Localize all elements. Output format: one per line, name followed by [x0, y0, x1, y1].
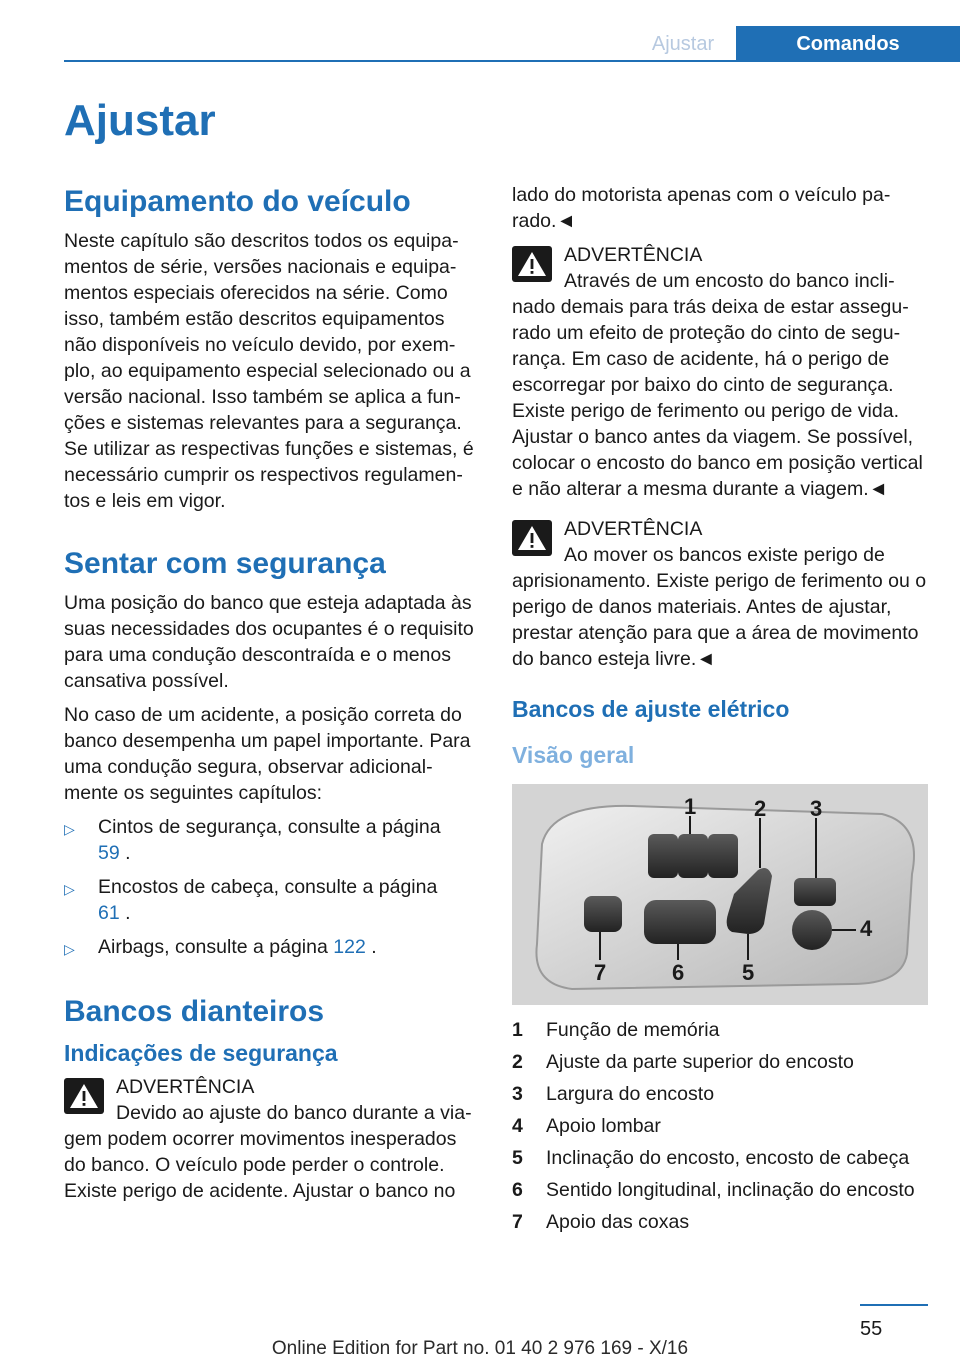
header-tab-section[interactable]: Ajustar [651, 33, 715, 55]
section-title-equipamento: Equipamento do veículo [64, 185, 411, 218]
warning-title: ADVERTÊNCIA [564, 244, 703, 266]
figure-label-4: 4 [860, 916, 873, 941]
triangle-bullet-icon: ▷ [64, 821, 75, 837]
triangle-bullet-icon: ▷ [64, 881, 75, 897]
list-item: ▷ Encostos de cabeça, consulte a página 61 . [64, 876, 438, 924]
subsection-title-indicacoes: Indicações de segurança [64, 1040, 338, 1066]
warning-icon [64, 1078, 104, 1114]
legend-item: 1 Função de memória [512, 1019, 720, 1041]
paragraph-sentar-2: No caso de um acidente, a posição correta do banco desempenha um papel importante. Para uma condução segura, observar adicionalmente os seguintes capítulos: [64, 704, 471, 804]
figure-label-7: 7 [594, 960, 607, 985]
warning-block [64, 1074, 480, 1204]
paragraph-continuation: lado do motorista apenas com o veículo parado.◄ [512, 184, 891, 232]
section-title-bancos: Bancos dianteiros [64, 995, 325, 1028]
figure-label-2: 2 [754, 796, 767, 821]
page-link[interactable]: 61 [98, 902, 120, 924]
warning-icon [512, 520, 552, 556]
figure-label-6: 6 [672, 960, 685, 985]
seat-controls-figure [512, 784, 928, 1005]
warning-block [512, 242, 928, 502]
warning-title: ADVERTÊNCIA [116, 1076, 255, 1098]
page-link[interactable]: 59 [98, 842, 120, 864]
triangle-bullet-icon: ▷ [64, 941, 75, 957]
warning-text: Através de um encosto do banco inclinado demais para trás deixa de estar assegurado um efeito de proteção do cinto de segurança. Em caso de acidente, há o perigo de escorregar por baixo do cinto de segurança. Existe perigo de ferimento ou perigo de vida. Ajustar o banco antes da viagem. Se possível, colocar o encosto do banco em posição vertical e não alterar a mesma durante a viagem.◄ [512, 270, 923, 500]
seat-controls-illustration [512, 784, 928, 1005]
legend-item: 7 Apoio das coxas [512, 1211, 690, 1233]
warning-title: ADVERTÊNCIA [564, 518, 703, 540]
page-title: Ajustar [64, 96, 216, 145]
section-title-sentar: Sentar com segurança [64, 547, 386, 580]
figure-label-3: 3 [810, 796, 823, 821]
warning-block [512, 516, 928, 672]
right-column [512, 182, 928, 1241]
figure-label-5: 5 [742, 960, 755, 985]
warning-text: Devido ao ajuste do banco durante a viagem podem ocorrer movimentos inesperados do banco. O veículo pode perder o controle. Existe perigo de acidente. Ajustar o banco no [64, 1102, 472, 1202]
footer-rule [860, 1304, 928, 1306]
page-link[interactable]: 122 [333, 936, 366, 958]
footer-edition: Online Edition for Part no. 01 40 2 976 169 - X/16 [271, 1338, 689, 1359]
paragraph-sentar-1: Uma posição do banco que esteja adaptada às suas necessidades dos ocupantes é o requisito para uma condução descontraída e o menos cansativa possível. [64, 592, 474, 692]
subsection-title-eletrico: Bancos de ajuste elétrico [512, 696, 790, 722]
list-item: ▷ Cintos de segurança, consulte a página 59 . [64, 816, 441, 864]
warning-text: Ao mover os bancos existe perigo de aprisionamento. Existe perigo de ferimento ou o perigo de danos materiais. Antes de ajustar, prestar atenção para que a área de movimento do banco esteja livre.◄ [512, 544, 927, 670]
list-item: ▷ Airbags, consulte a página 122 . [64, 934, 480, 962]
paragraph-equipamento: Neste capítulo são descritos todos os equipamentos de série, versões nacionais e equipamentos especiais oferecidos na série. Como isso, também estão descritos equipamentos não disponíveis no veículo devido, por exemplo, ao equipamento especial selecionado ou a versão nacional. Isso também se aplica a funções e sistemas relevantes para a segurança. Se utilizar as respectivas funções e sistemas, é necessário cumprir os respectivos regulamentos e leis em vigor. [64, 230, 474, 512]
legend-item: 3 Largura do encosto [512, 1083, 715, 1105]
figure-label-1: 1 [684, 794, 697, 819]
subsubsection-title-visao-geral: Visão geral [512, 742, 635, 768]
page-number: 55 [860, 1318, 883, 1340]
header-tab-chapter[interactable]: Comandos [736, 26, 960, 62]
left-column [64, 182, 480, 1212]
legend-item: 4 Apoio lombar [512, 1115, 661, 1137]
memory-buttons [648, 834, 738, 878]
legend-item: 5 Inclinação do encosto, encosto de cabeça [512, 1147, 910, 1169]
legend-item: 6 Sentido longitudinal, inclinação do encosto [512, 1179, 915, 1201]
warning-icon [512, 246, 552, 282]
legend-item: 2 Ajuste da parte superior do encosto [512, 1051, 854, 1073]
